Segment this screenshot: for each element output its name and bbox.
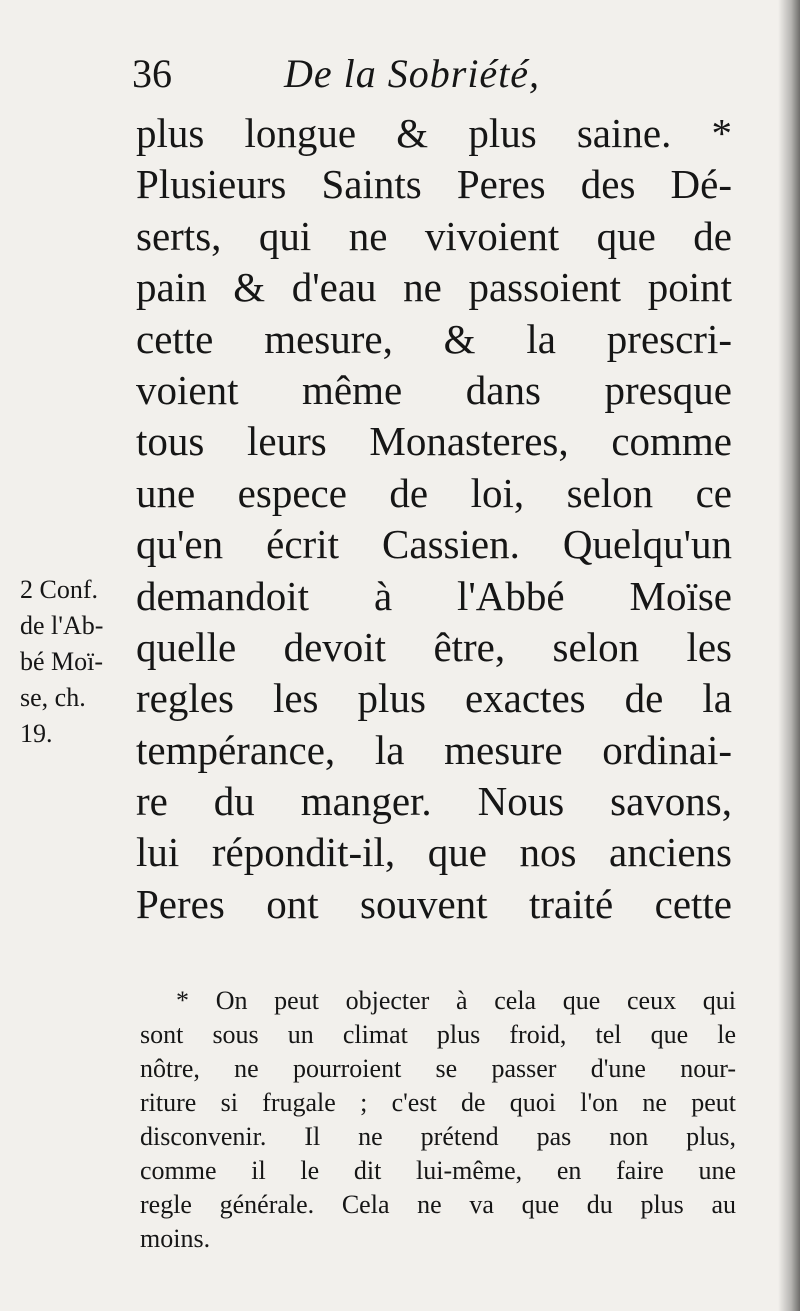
footnote: [140, 984, 736, 1256]
text-line: tempérance, la mesure ordinai-: [136, 726, 732, 773]
footnote-line: moins.: [140, 1224, 211, 1253]
text-line: pain & d'eau ne passoient point: [136, 264, 732, 311]
footnote-line: nôtre, ne pourroient se passer d'une nour-: [140, 1054, 736, 1083]
marginal-note: [20, 572, 136, 752]
text-line: cette mesure, & la prescri-: [136, 315, 732, 362]
text-line: une espece de loi, selon ce: [136, 469, 732, 516]
page-number: 36: [132, 51, 172, 96]
marginal-note-line: 2 Conf.: [20, 575, 98, 604]
text-line: serts, qui ne vivoient que de: [136, 212, 732, 259]
marginal-note-line: 19.: [20, 719, 53, 748]
text-line: demandoit à l'Abbé Moïse: [136, 572, 732, 619]
page-header: [132, 44, 732, 100]
page-edge-shadow: [778, 0, 800, 1311]
text-line: Plusieurs Saints Peres des Dé-: [136, 161, 732, 208]
text-line: voient même dans presque: [136, 366, 732, 413]
text-line: quelle devoit être, selon les: [136, 623, 732, 670]
text-line: plus longue & plus saine. *: [136, 110, 732, 156]
text-line: tous leurs Monasteres, comme: [136, 418, 732, 465]
text-line: regles les plus exactes de la: [136, 675, 732, 722]
footnote-line: sont sous un climat plus froid, tel que le: [140, 1020, 736, 1049]
text-line: Peres ont souvent traité cette: [136, 880, 732, 927]
footnote-line: comme il le dit lui-même, en faire une: [140, 1156, 736, 1185]
text-line: re du manger. Nous savons,: [136, 778, 732, 825]
main-text: [136, 108, 732, 930]
text-line: qu'en écrit Cassien. Quelqu'un: [136, 521, 732, 568]
footnote-line: * On peut objecter à cela que ceux qui: [176, 986, 736, 1015]
marginal-note-line: bé Moï-: [20, 647, 104, 676]
text-line: lui répondit-il, que nos anciens: [136, 829, 732, 876]
marginal-note-line: se, ch.: [20, 683, 86, 712]
footnote-line: regle générale. Cela ne va que du plus au: [140, 1190, 736, 1219]
running-title: De la Sobriété,: [284, 51, 541, 96]
footnote-line: disconvenir. Il ne prétend pas non plus,: [140, 1122, 736, 1151]
footnote-line: riture si frugale ; c'est de quoi l'on ne peut: [140, 1088, 736, 1117]
marginal-note-line: de l'Ab-: [20, 611, 104, 640]
